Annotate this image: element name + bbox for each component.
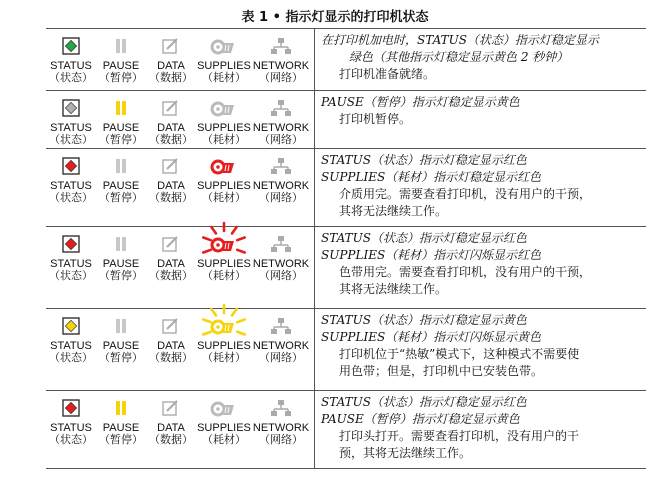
indicator-label-zh: （状态） [49, 133, 93, 146]
indicator-pause [96, 155, 146, 204]
description-line: STATUS（状态）指示灯稳定显示红色 [321, 395, 527, 409]
status-light-icon [46, 315, 96, 337]
indicator-label-en: PAUSE [102, 60, 140, 72]
description-line: STATUS（状态）指示灯稳定显示黄色 [321, 313, 527, 327]
indicator-label-zh: （暂停） [99, 269, 143, 282]
indicator-lights-cell [46, 227, 315, 309]
pause-light-icon [96, 233, 146, 255]
indicator-label-en: NETWORK [252, 422, 310, 434]
table-title: 表 1 • 指示灯显示的打印机状态 [241, 10, 429, 25]
indicator-label-en: PAUSE [102, 422, 140, 434]
indicator-label-zh: （暂停） [99, 71, 143, 84]
network-light-icon [252, 97, 310, 119]
indicator-label-zh: （数据） [149, 191, 193, 204]
description-line: 打印机暂停。 [339, 112, 412, 126]
status-description-cell [315, 149, 647, 227]
description-line: 介质用完。需要查看打印机，没有用户的干预， [339, 187, 592, 201]
supplies-light-icon [196, 155, 252, 177]
indicator-label-zh: （数据） [149, 269, 193, 282]
network-light-icon [252, 233, 310, 255]
data-light-icon [146, 397, 196, 419]
indicator-label-zh: （状态） [49, 71, 93, 84]
description-line: 打印机位于“热敏”模式下，这种模式不需要使 [339, 347, 580, 361]
description-line: PAUSE（暂停）指示灯稳定显示黄色 [321, 412, 520, 426]
indicator-data [146, 35, 196, 84]
indicator-supplies [196, 155, 252, 204]
indicator-pause [96, 397, 146, 446]
indicator-supplies [196, 233, 252, 282]
indicator-label-en: DATA [157, 180, 185, 192]
data-light-icon [146, 97, 196, 119]
printer-status-table [46, 28, 646, 469]
indicator-label-zh: （耗材） [202, 269, 246, 282]
indicator-data [146, 97, 196, 146]
indicator-label-en: SUPPLIES [197, 258, 251, 270]
indicator-label-en: SUPPLIES [197, 340, 251, 352]
supplies-light-icon [196, 315, 252, 337]
description-line: 打印头打开。需要查看打印机，没有用户的干 [339, 429, 580, 443]
indicator-label-zh: （网络） [259, 351, 303, 364]
indicator-lights-cell [46, 29, 315, 91]
description-line: 色带用完。需要查看打印机，没有用户的干预， [339, 265, 592, 279]
indicator-label-zh: （耗材） [202, 191, 246, 204]
indicator-label-zh: （暂停） [99, 351, 143, 364]
indicator-label-en: SUPPLIES [197, 122, 251, 134]
description-line: STATUS（状态）指示灯稳定显示红色 [321, 153, 527, 167]
indicator-data [146, 315, 196, 364]
indicator-label-zh: （网络） [259, 191, 303, 204]
pause-light-icon [96, 35, 146, 57]
indicator-label-en: DATA [157, 340, 185, 352]
pause-light-icon [96, 97, 146, 119]
indicator-supplies [196, 35, 252, 84]
status-light-icon [46, 155, 96, 177]
status-description-cell [315, 309, 647, 391]
indicator-label-en: DATA [157, 258, 185, 270]
indicator-label-zh: （暂停） [99, 433, 143, 446]
description-line: SUPPLIES（耗材）指示灯稳定显示红色 [321, 170, 542, 184]
description-line: 在打印机加电时，STATUS（状态）指示灯稳定显示 [321, 33, 599, 47]
indicator-label-zh: （耗材） [202, 71, 246, 84]
indicator-label-zh: （状态） [49, 191, 93, 204]
indicator-status [46, 35, 96, 84]
status-description-cell [315, 391, 647, 469]
status-light-icon [46, 397, 96, 419]
indicator-supplies [196, 397, 252, 446]
description-line: STATUS（状态）指示灯稳定显示红色 [321, 231, 527, 245]
indicator-label-en: STATUS [50, 422, 92, 434]
indicator-network [252, 397, 310, 446]
indicator-label-en: NETWORK [252, 60, 310, 72]
indicator-label-en: PAUSE [102, 122, 140, 134]
indicator-data [146, 233, 196, 282]
pause-light-icon [96, 397, 146, 419]
indicator-label-zh: （数据） [149, 71, 193, 84]
description-line: 其将无法继续工作。 [339, 204, 448, 218]
indicator-label-en: STATUS [50, 258, 92, 270]
indicator-label-zh: （暂停） [99, 133, 143, 146]
indicator-label-en: SUPPLIES [197, 60, 251, 72]
pause-light-icon [96, 315, 146, 337]
table-row [46, 309, 646, 391]
network-light-icon [252, 155, 310, 177]
indicator-status [46, 233, 96, 282]
indicator-label-en: STATUS [50, 60, 92, 72]
supplies-light-icon [196, 35, 252, 57]
indicator-label-zh: （网络） [259, 71, 303, 84]
pause-light-icon [96, 155, 146, 177]
indicator-label-zh: （耗材） [202, 133, 246, 146]
indicator-lights-cell [46, 309, 315, 391]
indicator-lights-cell [46, 91, 315, 149]
description-line: SUPPLIES（耗材）指示灯闪烁显示红色 [321, 248, 542, 262]
indicator-label-en: SUPPLIES [197, 180, 251, 192]
indicator-label-en: NETWORK [252, 180, 310, 192]
indicator-pause [96, 97, 146, 146]
network-light-icon [252, 397, 310, 419]
data-light-icon [146, 233, 196, 255]
description-line: 预，其将无法继续工作。 [339, 446, 472, 460]
indicator-status [46, 97, 96, 146]
indicator-label-en: NETWORK [252, 122, 310, 134]
data-light-icon [146, 155, 196, 177]
table-row [46, 227, 646, 309]
indicator-label-en: DATA [157, 60, 185, 72]
table-row [46, 149, 646, 227]
status-light-icon [46, 35, 96, 57]
indicator-pause [96, 35, 146, 84]
indicator-data [146, 397, 196, 446]
indicator-label-zh: （数据） [149, 133, 193, 146]
indicator-network [252, 97, 310, 146]
status-light-icon [46, 97, 96, 119]
indicator-label-en: PAUSE [102, 340, 140, 352]
status-description-cell [315, 227, 647, 309]
indicator-supplies [196, 97, 252, 146]
indicator-status [46, 155, 96, 204]
description-line: PAUSE（暂停）指示灯稳定显示黄色 [321, 95, 520, 109]
indicator-network [252, 315, 310, 364]
indicator-label-en: STATUS [50, 180, 92, 192]
supplies-light-icon [196, 233, 252, 255]
indicator-label-zh: （数据） [149, 351, 193, 364]
indicator-label-zh: （状态） [49, 351, 93, 364]
indicator-data [146, 155, 196, 204]
supplies-light-icon [196, 97, 252, 119]
description-line: 用色带；但是，打印机中已安装色带。 [339, 364, 544, 378]
indicator-label-en: PAUSE [102, 258, 140, 270]
indicator-pause [96, 315, 146, 364]
indicator-status [46, 397, 96, 446]
indicator-label-zh: （状态） [49, 269, 93, 282]
indicator-label-zh: （暂停） [99, 191, 143, 204]
status-light-icon [46, 233, 96, 255]
indicator-label-en: SUPPLIES [197, 422, 251, 434]
indicator-label-zh: （耗材） [202, 351, 246, 364]
indicator-label-zh: （状态） [49, 433, 93, 446]
indicator-label-en: STATUS [50, 340, 92, 352]
indicator-network [252, 233, 310, 282]
description-line: SUPPLIES（耗材）指示灯闪烁显示黄色 [321, 330, 542, 344]
indicator-pause [96, 233, 146, 282]
indicator-supplies [196, 315, 252, 364]
indicator-label-en: DATA [157, 122, 185, 134]
indicator-label-en: DATA [157, 422, 185, 434]
indicator-label-zh: （耗材） [202, 433, 246, 446]
indicator-lights-cell [46, 391, 315, 469]
table-row [46, 91, 646, 149]
indicator-label-zh: （网络） [259, 269, 303, 282]
indicator-label-en: NETWORK [252, 340, 310, 352]
supplies-light-icon [196, 397, 252, 419]
table-row [46, 391, 646, 469]
indicator-network [252, 35, 310, 84]
table-row [46, 29, 646, 91]
description-line: 其将无法继续工作。 [339, 282, 448, 296]
indicator-status [46, 315, 96, 364]
indicator-network [252, 155, 310, 204]
description-line: 打印机准备就绪。 [339, 67, 436, 81]
status-description-cell [315, 91, 647, 149]
indicator-label-zh: （网络） [259, 133, 303, 146]
network-light-icon [252, 35, 310, 57]
indicator-lights-cell [46, 149, 315, 227]
data-light-icon [146, 315, 196, 337]
network-light-icon [252, 315, 310, 337]
indicator-label-en: PAUSE [102, 180, 140, 192]
indicator-label-en: NETWORK [252, 258, 310, 270]
indicator-label-zh: （网络） [259, 433, 303, 446]
status-description-cell [315, 29, 647, 91]
indicator-label-zh: （数据） [149, 433, 193, 446]
data-light-icon [146, 35, 196, 57]
description-line: 绿色（其他指示灯稳定显示黄色 2 秒钟） [349, 50, 569, 64]
indicator-label-en: STATUS [50, 122, 92, 134]
